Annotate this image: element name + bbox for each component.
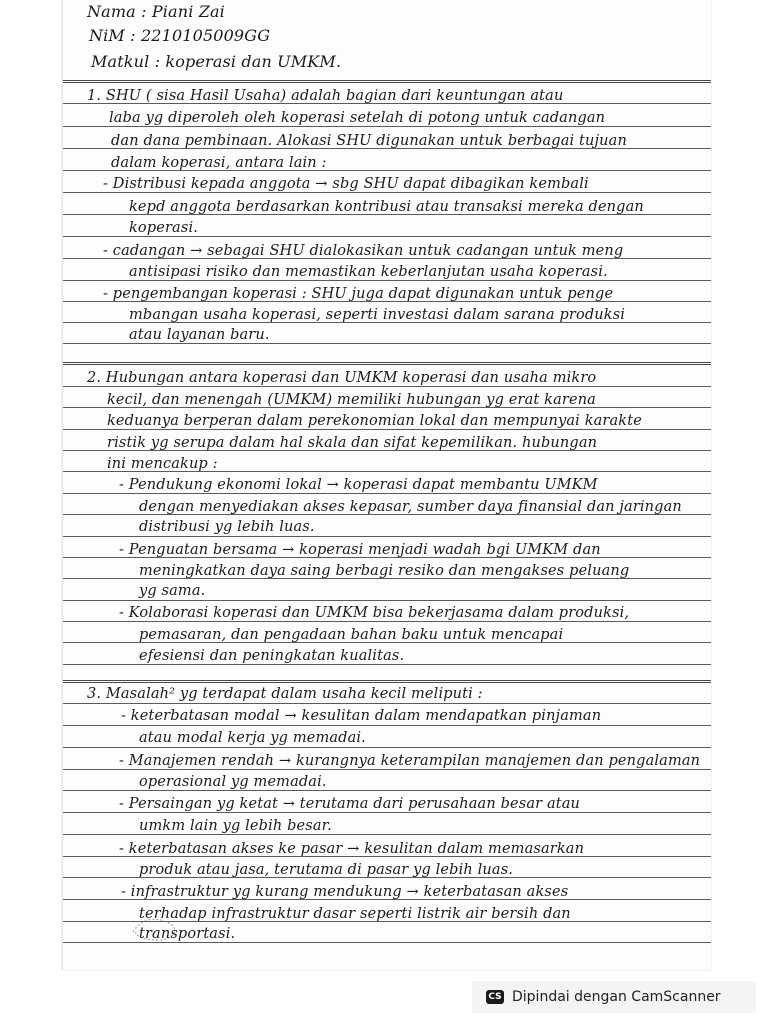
student-nim: NiM : 2210105009GG: [89, 26, 271, 45]
handwritten-line: dan dana pembinaan. Alokasi SHU digunakan untuk berbagai tujuan: [111, 133, 627, 149]
ruled-line: [63, 621, 711, 622]
handwritten-line: keduanya berperan dalam perekonomian lokal dan mempunyai karakte: [107, 413, 642, 429]
ruled-line: [63, 769, 711, 770]
ruled-line: [63, 703, 711, 704]
camscanner-label: Dipindai dengan CamScanner: [512, 989, 721, 1005]
ruled-line: [63, 600, 711, 601]
ruled-line: [63, 80, 711, 83]
handwritten-line: atau layanan baru.: [129, 327, 270, 343]
ruled-line: [63, 664, 711, 665]
handwritten-line: atau modal kerja yg memadai.: [139, 730, 366, 746]
ruled-line: [63, 747, 711, 748]
ruled-line: [63, 536, 711, 537]
handwritten-line: - cadangan → sebagai SHU dialokasikan untuk cadangan untuk meng: [103, 243, 624, 259]
ruled-line: [63, 343, 711, 344]
handwritten-line: - Kolaborasi koperasi dan UMKM bisa bekerjasama dalam produksi,: [119, 605, 630, 621]
handwritten-line: yg sama.: [139, 583, 206, 599]
handwritten-line: produk atau jasa, terutama di pasar yg lebih luas.: [139, 862, 514, 878]
paper-sheet: [62, 0, 711, 970]
ruled-line: [63, 386, 711, 387]
handwritten-line: pemasaran, dan pengadaan bahan baku untuk mencapai: [139, 627, 564, 643]
ruled-line: [63, 236, 711, 237]
ruled-line: [63, 834, 711, 835]
handwritten-line: 3. Masalah² yg terdapat dalam usaha kecil meliputi :: [87, 686, 483, 702]
handwritten-line: meningkatkan daya saing berbagi resiko dan mengakses peluang: [139, 563, 630, 579]
handwritten-line: - Pendukung ekonomi lokal → koperasi dapat membantu UMKM: [119, 477, 598, 493]
handwritten-line: - keterbatasan akses ke pasar → kesulitan dalam memasarkan: [119, 841, 585, 857]
handwritten-line: transportasi.: [139, 926, 236, 942]
handwritten-line: - infrastruktur yg kurang mendukung → keterbatasan akses: [121, 884, 569, 900]
ruled-line: [63, 942, 711, 943]
handwritten-line: ristik yg serupa dalam hal skala dan sifat kepemilikan. hubungan: [107, 435, 598, 451]
handwritten-line: operasional yg memadai.: [139, 774, 327, 790]
ruled-line: [63, 126, 711, 127]
handwritten-line: dalam koperasi, antara lain :: [111, 155, 327, 171]
handwritten-line: terhadap infrastruktur dasar seperti listrik air bersih dan: [139, 906, 571, 922]
handwritten-line: - Penguatan bersama → koperasi menjadi wadah bgi UMKM dan: [119, 542, 601, 558]
camscanner-badge: [472, 981, 756, 1013]
ruled-line: [63, 429, 711, 430]
handwritten-line: - pengembangan koperasi : SHU juga dapat digunakan untuk penge: [103, 286, 614, 302]
handwritten-line: - Distribusi kepada anggota → sbg SHU dapat dibagikan kembali: [103, 176, 589, 192]
handwritten-line: koperasi.: [129, 220, 198, 236]
ruled-line: [63, 280, 711, 281]
handwritten-line: - Manajemen rendah → kurangnya keterampilan manajemen dan pengalaman: [119, 753, 701, 769]
ruled-line: [63, 680, 711, 683]
ruled-line: [63, 362, 711, 365]
handwritten-line: ini mencakup :: [107, 456, 218, 472]
handwritten-line: kecil, dan menengah (UMKM) memiliki hubungan yg erat karena: [107, 392, 596, 408]
ruled-line: [63, 493, 711, 494]
handwritten-line: 2. Hubungan antara koperasi dan UMKM koperasi dan usaha mikro: [87, 370, 597, 386]
handwritten-line: - Persaingan yg ketat → terutama dari perusahaan besar atau: [119, 796, 581, 812]
ruled-line: [63, 790, 711, 791]
handwritten-line: distribusi yg lebih luas.: [139, 519, 315, 535]
student-name: Nama : Piani Zai: [87, 2, 225, 21]
handwritten-line: 1. SHU ( sisa Hasil Usaha) adalah bagian dari keuntungan atau: [87, 88, 564, 104]
handwritten-line: dengan menyediakan akses kepasar, sumber daya finansial dan jaringan: [139, 499, 682, 515]
ruled-line: [63, 725, 711, 726]
ruled-line: [63, 192, 711, 193]
handwritten-line: mbangan usaha koperasi, seperti investasi dalam sarana produksi: [129, 307, 626, 323]
course-name: Matkul : koperasi dan UMKM.: [91, 52, 342, 71]
handwritten-line: efesiensi dan peningkatan kualitas.: [139, 648, 405, 664]
handwritten-line: kepd anggota berdasarkan kontribusi atau transaksi mereka dengan: [129, 199, 644, 215]
handwritten-line: laba yg diperoleh oleh koperasi setelah di potong untuk cadangan: [109, 110, 606, 126]
handwritten-line: umkm lain yg lebih besar.: [139, 818, 332, 834]
ruled-line: [63, 812, 711, 813]
camscanner-logo-icon: CS: [486, 990, 504, 1004]
handwritten-line: antisipasi risiko dan memastikan keberlanjutan usaha koperasi.: [129, 264, 608, 280]
handwritten-line: - keterbatasan modal → kesulitan dalam mendapatkan pinjaman: [121, 708, 602, 724]
